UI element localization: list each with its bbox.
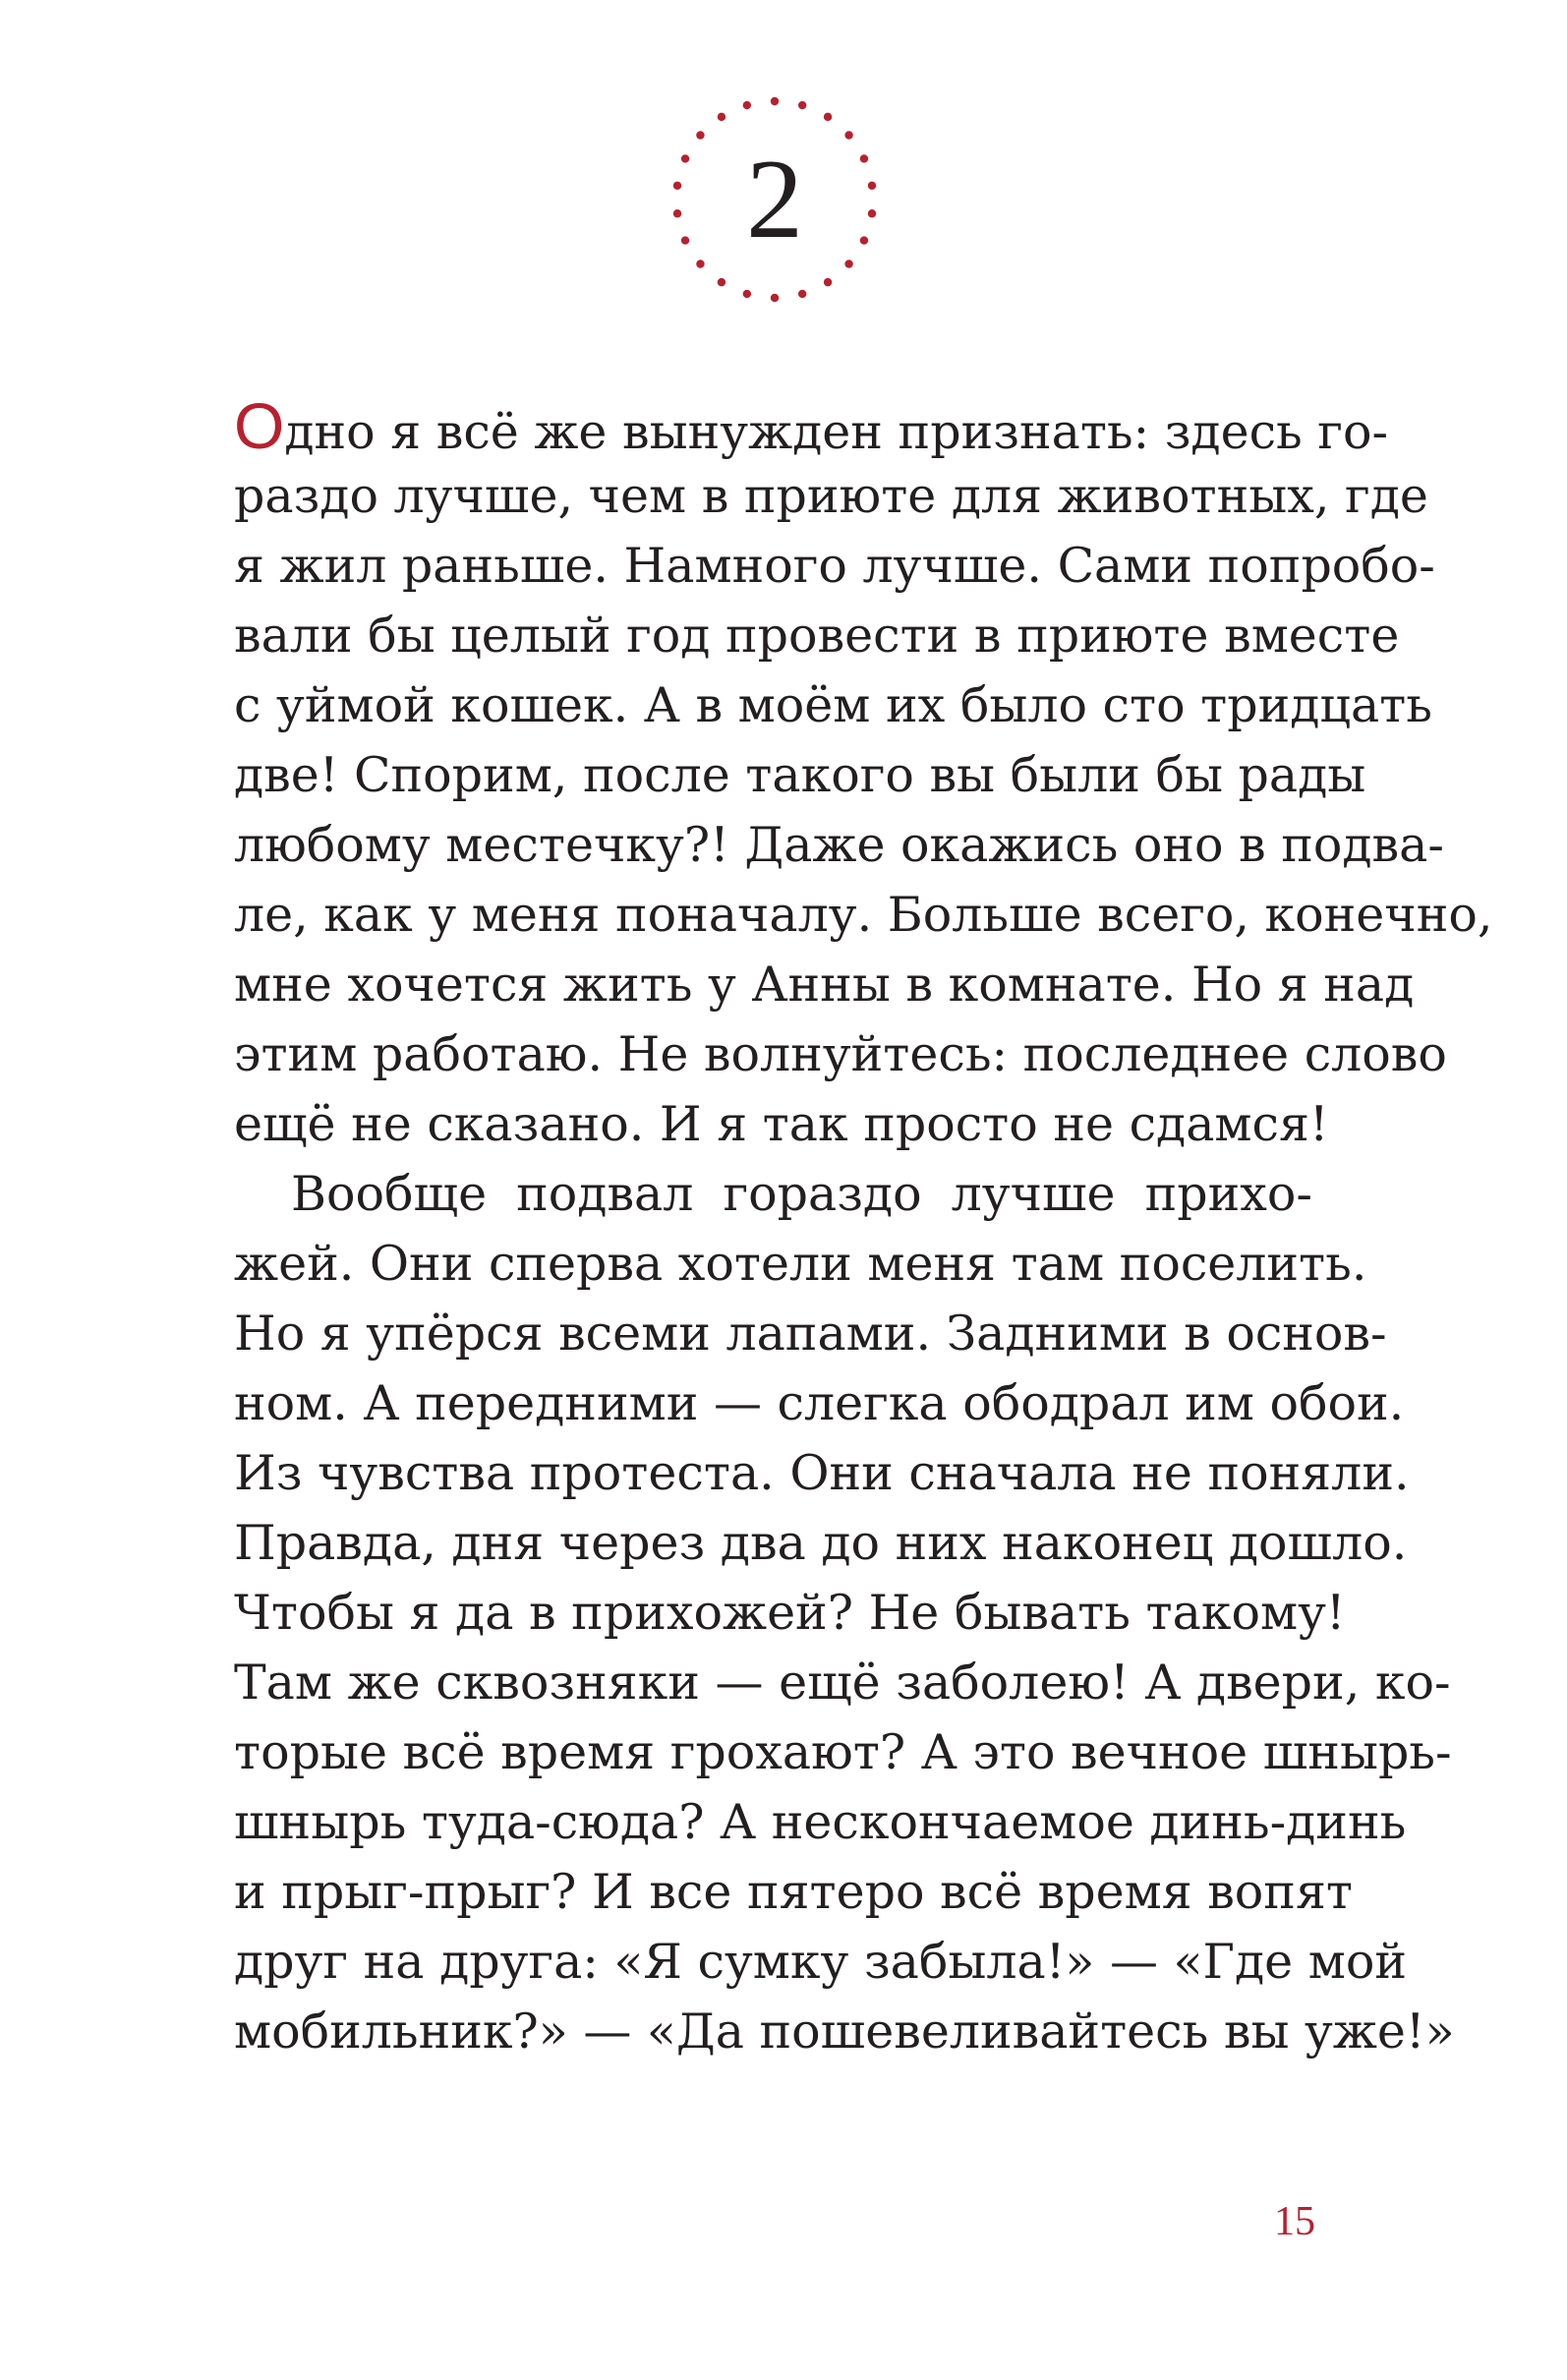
chapter-badge (662, 87, 888, 313)
page-number: 15 (1274, 2199, 1315, 2244)
text-line: ле, как у меня поначалу. Больше всего, конечно, (234, 887, 1493, 943)
text-line: друг на друга: «Я сумку забыла!» — «Где мой (234, 1934, 1407, 1990)
body-text (234, 389, 1493, 2066)
text-line: любому местечку?! Даже окажись оно в подва- (234, 817, 1444, 873)
chapter-number: 2 (746, 137, 803, 262)
text-line: ном. А передними — слегка ободрал им обои. (234, 1375, 1405, 1431)
text-line: Из чувства протеста. Они сначала не поняли. (234, 1445, 1410, 1501)
text-line: с уймой кошек. А в моём их было сто тридцать (234, 677, 1432, 733)
text-line: мне хочется жить у Анны в комнате. Но я над (234, 957, 1415, 1013)
text-line: шнырь туда-сюда? А нескончаемое динь-динь (234, 1794, 1407, 1850)
text-line: две! Спорим, после такого вы были бы рады (234, 747, 1366, 803)
text-line: раздо лучше, чем в приюте для животных, где (234, 468, 1428, 524)
text-line: и прыг-прыг? И все пятеро всё время вопят (234, 1864, 1353, 1920)
drop-cap: О (234, 389, 285, 462)
text-line: Чтобы я да в прихожей? Не бывать такому! (234, 1585, 1346, 1641)
text-line: Вообще подвал гораздо лучше прихо- (291, 1166, 1312, 1222)
text-line: я жил раньше. Намного лучше. Сами попробо- (234, 538, 1435, 594)
text-line: Правда, дня через два до них наконец дошло. (234, 1515, 1408, 1571)
text-line: Но я упёрся всеми лапами. Задними в основ- (234, 1306, 1387, 1362)
text-line: торые всё время грохают? А это вечное шнырь- (234, 1724, 1452, 1780)
text-line: Там же сквозняки — ещё заболею! А двери, ко- (234, 1654, 1451, 1711)
text-line: жей. Они сперва хотели меня там поселить. (234, 1236, 1367, 1292)
text-line: ещё не сказано. И я так просто не сдамся! (234, 1096, 1329, 1152)
text-line: мобильник?» — «Да пошевеливайтесь вы уже!» (234, 2003, 1455, 2060)
text-line: вали бы целый год провести в приюте вместе (234, 608, 1400, 664)
text-line: этим работаю. Не волнуйтесь: последнее слово (234, 1026, 1447, 1082)
text-line: Одно я всё же вынужден признать: здесь го- (234, 389, 1389, 462)
